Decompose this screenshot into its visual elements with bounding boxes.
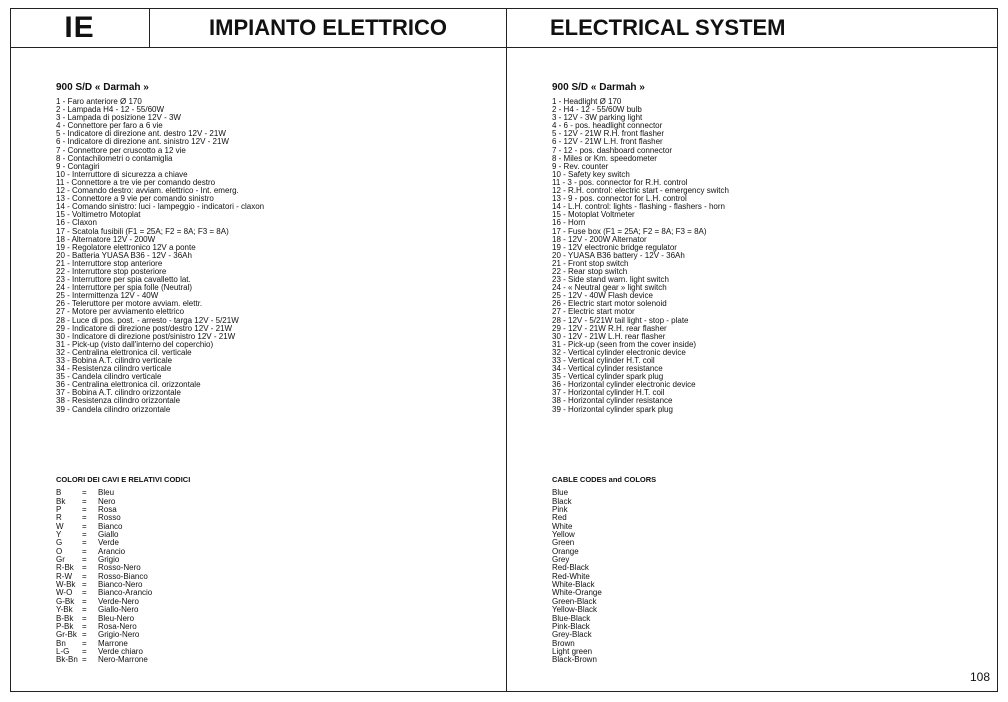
- component-item-it-22: 22 - Interruttore stop posteriore: [56, 266, 167, 276]
- equals-sign: =: [82, 563, 87, 573]
- model-title-italian: 900 S/D « Darmah »: [56, 82, 149, 93]
- cable-colors-english: [552, 476, 656, 665]
- component-items-italian: [56, 98, 496, 414]
- color-name-english: Pink: [552, 505, 568, 515]
- cable-code: W: [56, 521, 64, 531]
- color-name-english: Red-Black: [552, 563, 589, 573]
- color-name-italian: Bianco: [98, 521, 123, 531]
- color-name-english: Red: [552, 513, 567, 523]
- cable-code: Bk: [56, 496, 66, 506]
- cable-code: W-O: [56, 588, 73, 598]
- color-name-italian: Rosa-Nero: [98, 621, 137, 631]
- component-item-en-23: 23 - Side stand warn. light switch: [552, 275, 669, 285]
- cable-code-row: [56, 506, 190, 514]
- section-code: IE: [10, 8, 150, 48]
- color-name-italian: Bleu: [98, 488, 115, 498]
- section-title-italian: IMPIANTO ELETTRICO: [150, 8, 506, 48]
- color-name-english: Brown: [552, 638, 575, 648]
- component-item-en-13: 13 - 9 - pos. connector for L.H. control: [552, 194, 687, 204]
- cable-code: Y-Bk: [56, 605, 73, 615]
- color-name-italian: Verde: [98, 538, 119, 548]
- equals-sign: =: [82, 588, 87, 598]
- component-item-it-17: 17 - Scatola fusibili (F1 = 25A; F2 = 8A; F3 = 8A): [56, 226, 229, 236]
- component-item-en-36: 36 - Horizontal cylinder electronic device: [552, 380, 696, 390]
- equals-sign: =: [82, 605, 87, 615]
- component-item-en-5: 5 - 12V - 21W R.H. front flasher: [552, 129, 665, 139]
- color-name-italian: Nero: [98, 496, 116, 506]
- component-item-it-18: 18 - Alternatore 12V - 200W: [56, 234, 156, 244]
- color-name-english: Orange: [552, 546, 579, 556]
- component-item-it-21: 21 - Interruttore stop anteriore: [56, 258, 163, 268]
- component-item-it-8: 8 - Contachilometri o contamiglia: [56, 153, 173, 163]
- component-item-en-6: 6 - 12V - 21W L.H. front flasher: [552, 137, 663, 147]
- component-item-it-25: 25 - Intermittenza 12V - 40W: [56, 291, 159, 301]
- equals-sign: =: [82, 530, 87, 540]
- color-name-english: Blue: [552, 488, 569, 498]
- cable-code: R-W: [56, 571, 72, 581]
- component-item-it-4: 4 - Connettore per faro a 6 vie: [56, 121, 163, 131]
- cable-code-table-italian: [56, 489, 190, 664]
- component-item-it-33: 33 - Bobina A.T. cilindro verticale: [56, 356, 173, 365]
- component-item-it-20: 20 - Batteria YUASA B36 - 12V - 36Ah: [56, 250, 192, 260]
- color-name-english: White: [552, 521, 573, 531]
- equals-sign: =: [82, 580, 87, 590]
- component-item-en-37: 37 - Horizontal cylinder H.T. coil: [552, 388, 665, 398]
- component-item-en-11: 11 - 3 - pos. connector for R.H. control: [552, 177, 688, 187]
- component-item-it-11: 11 - Connettore a tre vie per comando destro: [56, 177, 216, 187]
- component-item-it-37: 37 - Bobina A.T. cilindro orizzontale: [56, 388, 181, 398]
- cable-code-row: [56, 531, 190, 539]
- cable-code: Y: [56, 530, 62, 540]
- equals-sign: =: [82, 488, 87, 498]
- component-item-en-10: 10 - Safety key switch: [552, 169, 630, 179]
- equals-sign: =: [82, 496, 87, 506]
- color-name-english: Yellow: [552, 530, 575, 540]
- equals-sign: =: [82, 638, 87, 648]
- component-item-en-18: 18 - 12V - 200W Alternator: [552, 234, 647, 244]
- component-item-en-30: 30 - 12V - 21W L.H. rear flasher: [552, 331, 666, 341]
- component-item-en-29: 29 - 12V - 21W R.H. rear flasher: [552, 323, 667, 333]
- component-item-it-31: 31 - Pick-up (visto dall'interno del coperchio): [56, 339, 214, 349]
- component-item-it-26: 26 - Teleruttore per motore avviam. elettr.: [56, 299, 203, 309]
- component-item-en-22: 22 - Rear stop switch: [552, 266, 628, 276]
- cable-code: Bk-Bn: [56, 655, 78, 665]
- component-item-it-9: 9 - Contagiri: [56, 161, 100, 171]
- color-name-english: Pink-Black: [552, 621, 590, 631]
- component-items-english: [552, 98, 992, 414]
- component-item-it-38: 38 - Resistenza cilindro orizzontale: [56, 396, 181, 406]
- color-name-english: Blue-Black: [552, 613, 591, 623]
- equals-sign: =: [82, 630, 87, 640]
- component-item-it-15: 15 - Voltimetro Motoplat: [56, 210, 141, 220]
- color-name-english: Red-White: [552, 571, 590, 581]
- color-name-english: Green: [552, 538, 575, 548]
- color-name-italian: Marrone: [98, 638, 128, 648]
- component-item-en-38: 38 - Horizontal cylinder resistance: [552, 396, 673, 406]
- component-item-en-3: 3 - 12V - 3W parking light: [552, 113, 643, 123]
- component-item-en-27: 27 - Electric start motor: [552, 307, 635, 317]
- color-name-english: Yellow-Black: [552, 605, 598, 615]
- component-item-en-9: 9 - Rev. counter: [552, 161, 609, 171]
- component-item-en-32: 32 - Vertical cylinder electronic device: [552, 347, 686, 357]
- color-name-italian: Verde chiaro: [98, 646, 143, 656]
- component-item-it-39: 39 - Candela cilindro orizzontale: [56, 404, 171, 414]
- color-name-italian: Nero-Marrone: [98, 655, 148, 665]
- cable-code-row: [56, 514, 190, 522]
- model-title-english: 900 S/D « Darmah »: [552, 82, 645, 93]
- color-name-english: Light green: [552, 646, 593, 656]
- cable-code-row: [56, 548, 190, 556]
- color-name-italian: Rosso-Bianco: [98, 571, 148, 581]
- component-item-en-24: 24 - « Neutral gear » light switch: [552, 283, 667, 293]
- component-item-en-8: 8 - Miles or Km. speedometer: [552, 153, 657, 163]
- cable-code: R-Bk: [56, 563, 74, 573]
- equals-sign: =: [82, 613, 87, 623]
- component-item-it-1: 1 - Faro anteriore Ø 170: [56, 97, 142, 106]
- cable-code: L-G: [56, 646, 70, 656]
- color-name-italian: Grigio: [98, 555, 120, 565]
- color-name-english: Black: [552, 496, 572, 506]
- color-name-english: White-Orange: [552, 588, 602, 598]
- component-item-en-31: 31 - Pick-up (seen from the cover inside): [552, 339, 697, 349]
- equals-sign: =: [82, 646, 87, 656]
- color-name-italian: Rosso: [98, 513, 121, 523]
- cable-colors-title-italian: COLORI DEI CAVI E RELATIVI CODICI: [56, 475, 191, 484]
- color-name-italian: Giallo: [98, 530, 119, 540]
- component-item-en-35: 35 - Vertical cylinder spark plug: [552, 372, 664, 382]
- component-item-it-3: 3 - Lampada di posizione 12V - 3W: [56, 113, 181, 123]
- color-name-italian: Bianco-Nero: [98, 580, 143, 590]
- cable-code: B: [56, 488, 62, 498]
- component-item-it-36: 36 - Centralina elettronica cil. orizzontale: [56, 380, 201, 390]
- component-item-en-15: 15 - Motoplat Voltmeter: [552, 210, 635, 220]
- component-item-en-39: 39 - Horizontal cylinder spark plug: [552, 404, 673, 414]
- component-item-en-26: 26 - Electric start motor solenoid: [552, 299, 667, 309]
- color-name-italian: Arancio: [98, 546, 126, 556]
- cable-code-row: [56, 489, 190, 497]
- equals-sign: =: [82, 513, 87, 523]
- section-title-english: ELECTRICAL SYSTEM: [506, 8, 998, 48]
- component-item-en-21: 21 - Front stop switch: [552, 258, 629, 268]
- cable-code: P-Bk: [56, 621, 74, 631]
- equals-sign: =: [82, 655, 87, 665]
- component-item-it-7: 7 - Connettore per cruscotto a 12 vie: [56, 145, 186, 155]
- component-item-it-19: 19 - Regolatore elettronico 12V a ponte: [56, 242, 196, 252]
- component-item-en-1: 1 - Headlight Ø 170: [552, 97, 622, 106]
- component-item-it-24: 24 - Interruttore per spia folle (Neutral): [56, 283, 193, 293]
- cable-code: Bn: [56, 638, 66, 648]
- component-item-it-23: 23 - Interruttore per spia cavalletto lat.: [56, 275, 191, 285]
- equals-sign: =: [82, 555, 87, 565]
- components-list-english: [552, 82, 992, 414]
- cable-code: R: [56, 513, 62, 523]
- color-name-english: Black-Brown: [552, 655, 597, 665]
- component-item-it-13: 13 - Connettore a 9 vie per comando sinistro: [56, 194, 214, 204]
- component-item-en-33: 33 - Vertical cylinder H.T. coil: [552, 356, 655, 365]
- component-item-it-16: 16 - Claxon: [56, 218, 97, 228]
- color-name-italian: Verde-Nero: [98, 596, 139, 606]
- component-item-it-5: 5 - Indicatore di direzione ant. destro 12V - 21W: [56, 129, 226, 139]
- component-item-it-28: 28 - Luce di pos. post. - arresto - targa 12V - 5/21W: [56, 315, 239, 325]
- cable-code-row: [56, 523, 190, 531]
- cable-code: O: [56, 546, 63, 556]
- component-item-it-2: 2 - Lampada H4 - 12 - 55/60W: [56, 105, 165, 115]
- component-item-it-6: 6 - Indicatore di direzione ant. sinistro 12V - 21W: [56, 137, 229, 147]
- component-item-en-25: 25 - 12V - 40W Flash device: [552, 291, 653, 301]
- color-name-italian: Rosso-Nero: [98, 563, 141, 573]
- component-item-en-19: 19 - 12V electronic bridge regulator: [552, 242, 677, 252]
- component-item-en-4: 4 - 6 - pos. headlight connector: [552, 121, 663, 131]
- component-item-en-17: 17 - Fuse box (F1 = 25A; F2 = 8A; F3 = 8A): [552, 226, 707, 236]
- cable-colors-title-english: CABLE CODES and COLORS: [552, 475, 657, 484]
- color-name-english: Grey-Black: [552, 630, 592, 640]
- cable-code: B-Bk: [56, 613, 74, 623]
- cable-code: G-Bk: [56, 596, 75, 606]
- equals-sign: =: [82, 505, 87, 515]
- cable-code: G: [56, 538, 63, 548]
- color-name-italian: Bianco-Arancio: [98, 588, 153, 598]
- equals-sign: =: [82, 546, 87, 556]
- component-item-en-34: 34 - Vertical cylinder resistance: [552, 364, 663, 374]
- cable-code: W-Bk: [56, 580, 76, 590]
- page-divider: [506, 8, 507, 692]
- component-item-it-35: 35 - Candela cilindro verticale: [56, 372, 162, 382]
- component-item-it-27: 27 - Motore per avviamento elettrico: [56, 307, 185, 317]
- component-item-en-7: 7 - 12 - pos. dashboard connector: [552, 145, 673, 155]
- cable-code: Gr-Bk: [56, 630, 77, 640]
- cable-code: Gr: [56, 555, 65, 565]
- component-item-en-16: 16 - Horn: [552, 218, 586, 228]
- equals-sign: =: [82, 621, 87, 631]
- color-name-english: Green-Black: [552, 596, 597, 606]
- components-list-italian: [56, 82, 496, 414]
- cable-colors-italian: [56, 476, 190, 665]
- color-name-italian: Bleu-Nero: [98, 613, 135, 623]
- component-item-en-14: 14 - L.H. control: lights - flashing - flashers - horn: [552, 202, 725, 212]
- component-item-en-12: 12 - R.H. control: electric start - emergency switch: [552, 186, 729, 196]
- color-name-english: Grey: [552, 555, 570, 565]
- component-item-it-12: 12 - Comando destro: avviam. elettrico - Int. emerg.: [56, 186, 239, 196]
- page-number: 108: [969, 670, 990, 684]
- component-item-it-30: 30 - Indicatore di direzione post/sinistro 12V - 21W: [56, 331, 236, 341]
- equals-sign: =: [82, 538, 87, 548]
- component-item-it-34: 34 - Resistenza cilindro verticale: [56, 364, 172, 374]
- component-item-it-29: 29 - Indicatore di direzione post/destro 12V - 21W: [56, 323, 233, 333]
- color-name-italian: Giallo-Nero: [98, 605, 139, 615]
- color-name-english: White-Black: [552, 580, 595, 590]
- color-name-italian: Rosa: [98, 505, 117, 515]
- component-item-en-2: 2 - H4 - 12 - 55/60W bulb: [552, 105, 642, 115]
- cable-code-row: [56, 498, 190, 506]
- cable-code-table-english: [552, 489, 656, 664]
- component-item-en-20: 20 - YUASA B36 battery - 12V - 36Ah: [552, 250, 685, 260]
- cable-code-row: [56, 656, 190, 664]
- component-item-en-28: 28 - 12V - 5/21W tail light - stop - plate: [552, 315, 689, 325]
- equals-sign: =: [82, 571, 87, 581]
- component-item-it-14: 14 - Comando sinistro: luci - lampeggio - indicatori - claxon: [56, 202, 265, 212]
- color-name-italian: Grigio-Nero: [98, 630, 140, 640]
- component-item-it-10: 10 - Interruttore di sicurezza a chiave: [56, 169, 188, 179]
- cable-code: P: [56, 505, 62, 515]
- equals-sign: =: [82, 596, 87, 606]
- equals-sign: =: [82, 521, 87, 531]
- component-item-it-32: 32 - Centralina elettronica cil. verticale: [56, 347, 192, 357]
